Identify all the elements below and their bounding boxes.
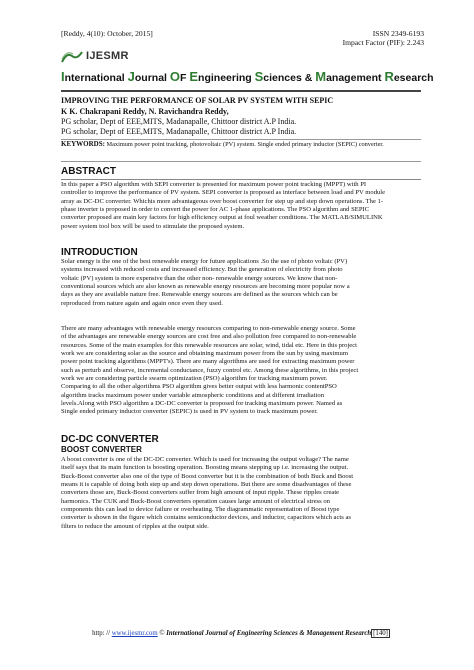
text-line: work we are considering solar as the source and obtaining maximum power from the sun by using maximum: [61, 350, 348, 358]
page-number: [140]: [373, 630, 388, 637]
text-line: components this can lead to device failure or overheating. The diagrammatic representation of Boost type: [61, 506, 340, 514]
boost-converter-body: [61, 456, 419, 531]
text-line: means it is capable of doing both step up and step down operations. But there are some disadvantages of these: [61, 481, 352, 489]
text-line: Buck-Boost converter also one of the type of Boost converter but it is the combination of both Buck and Boost: [61, 472, 354, 480]
citation-header: [Reddy, 4(10): October, 2015]: [61, 29, 153, 38]
text-line: of the advantages are renewable energy sources are cost free and also pollution free compared to non-renewable: [61, 333, 357, 341]
abstract-rule: [61, 179, 421, 180]
journal-name-word: Journal: [127, 69, 170, 84]
text-line: levels.Along with PSO algorithm a DC-DC converter is proposed for tracking maximum power. Named as: [61, 400, 343, 408]
text-line: power point tracking algorithms (MPPT's). There are many algorithms are used for extracting maximum power: [61, 358, 355, 366]
keywords-label: KEYWORDS:: [61, 140, 105, 148]
text-line: converter proposed are main key factors for high efficiency output at foul weather conditions. The MATLAB/SIMULINK: [61, 214, 383, 222]
text-line: phase inverter is proposed in order to convert the power for AC 1-phase applications. The PSO algorithm and SEPIC: [61, 206, 370, 214]
text-line: reproduced from nature again and again once even they used.: [61, 299, 223, 307]
text-line: power system tool box will be used to stimulate the proposed system.: [61, 222, 245, 230]
abstract-body: [61, 181, 419, 231]
issn-text: ISSN 2349-6193: [372, 29, 424, 38]
keywords-box: [61, 139, 421, 162]
text-line: such as perturb and observe, incremental conductance, fuzzy control etc. Among these algorithms, in this project: [61, 366, 359, 374]
dcdc-heading: DC-DC CONVERTER: [61, 434, 159, 445]
paper-title: IMPROVING THE PERFORMANCE OF SOLAR PV SYSTEM WITH SEPIC: [61, 96, 334, 105]
text-line: array as DC-DC converter. Whichis more advantageous over boost converter for step up and step down operations. The 1-: [61, 197, 384, 205]
text-line: resources. Some of the main examples for this renewable resources are solar, wind, tidal etc. Here in this project: [61, 341, 357, 349]
text-line: controller to improve the performance of PV system. SEPI converter is proposed as interface between load and PV module: [61, 189, 386, 197]
boost-converter-subheading: BOOST CONVERTER: [61, 445, 142, 454]
text-line: filters to reduce the amount of ripples at the output side.: [61, 522, 209, 530]
introduction-heading: INTRODUCTION: [61, 247, 138, 258]
journal-name-word: International: [61, 69, 128, 84]
affiliation-1: PG scholar, Dept of EEE,MITS, Madanapalle, Chittoor district A.P India.: [61, 117, 297, 126]
journal-name: [61, 69, 434, 84]
journal-name-word: Management: [315, 69, 385, 84]
paper-authors: K K. Chakrapani Reddy, N. Ravichandra Reddy,: [61, 107, 229, 116]
footer-journal-name: International Journal of Engineering Sciences & Management Research: [166, 630, 372, 637]
issn-block: [343, 29, 424, 47]
journal-name-word: Sciences &: [254, 69, 316, 84]
impact-factor-text: Impact Factor (PIF): 2.243: [342, 38, 424, 47]
text-line: voltaic (PV) system is more expensive than the other non- renewable energy sources. We know that non-: [61, 274, 338, 282]
footer-prefix: http: //: [92, 630, 112, 637]
text-line: Solar energy is the one of the best renewable energy for future applications .So the use of photo voltaic (PV): [61, 258, 348, 265]
introduction-para-1: [61, 258, 419, 308]
abstract-heading: ABSTRACT: [61, 166, 116, 177]
logo-text: IJESMR: [86, 50, 129, 62]
text-line: Single ended primary inductor converter (SEPIC) is used in PV system to track maximum power.: [61, 408, 318, 416]
page-footer: [61, 630, 421, 637]
affiliation-2: PG scholar, Dept of EEE,MITS, Madanapalle, Chittoor district A.P India.: [61, 127, 297, 136]
text-line: days as they are available nature free. Renewable energy sources are defined as the sources which can be: [61, 291, 338, 299]
text-line: itself says that its main function is boosting operation. Boosting means stepping up i.e. increasing the output.: [61, 464, 349, 472]
text-line: work we are considering particle swarm optimization (PSO) algorithm for tracking maximum power.: [61, 375, 328, 383]
keywords-text: Maximum power point tracking, photovoltaic (PV) system. Single ended primary inductor (SEPIC) converter.: [106, 141, 384, 148]
text-line: converter is shown in the figure which contains semiconductor devices, and inductor, capacitors which acts as: [61, 514, 351, 522]
journal-website-link[interactable]: www.ijesmr.com: [111, 630, 158, 637]
text-line: Comparing to all the other algorithms PSO algorithm gives better output with less harmonic contentPSO: [61, 383, 337, 391]
text-line: systems increased with reduced costs and increased efficiency. But the generation of electricity from photo: [61, 266, 343, 274]
journal-name-word: Engineering: [189, 69, 255, 84]
text-line: harmonics. The CUK and Buck-Boost converters operation causes large amount of electrical stress on: [61, 497, 330, 505]
journal-logo-icon: [61, 50, 83, 64]
header-divider: [61, 90, 421, 92]
text-line: In this paper a PSO algorithm with SEPI converter is presented for maximum power point tracking (MPPT) with PI: [61, 181, 367, 188]
introduction-para-2: [61, 325, 419, 417]
text-line: conventional sources which are also known as renewable energy resources are becoming more popular now a: [61, 283, 350, 291]
journal-name-word: Research: [384, 69, 434, 84]
text-line: There are many advantages with renewable energy resources comparing to non-renewable energy source. Some: [61, 325, 356, 332]
footer-copyright: ©: [157, 630, 167, 637]
text-line: converters those are, Buck-Boost converters suffer from high amount of input ripple. These ripples create: [61, 489, 340, 497]
text-line: A boost converter is one of the DC-DC converter. Which is used for increasing the output voltage? The name: [61, 456, 349, 463]
journal-name-word: OF: [169, 69, 190, 84]
text-line: algorithm tracks maximum power under variable atmospheric conditions and at different irradiation: [61, 391, 324, 399]
